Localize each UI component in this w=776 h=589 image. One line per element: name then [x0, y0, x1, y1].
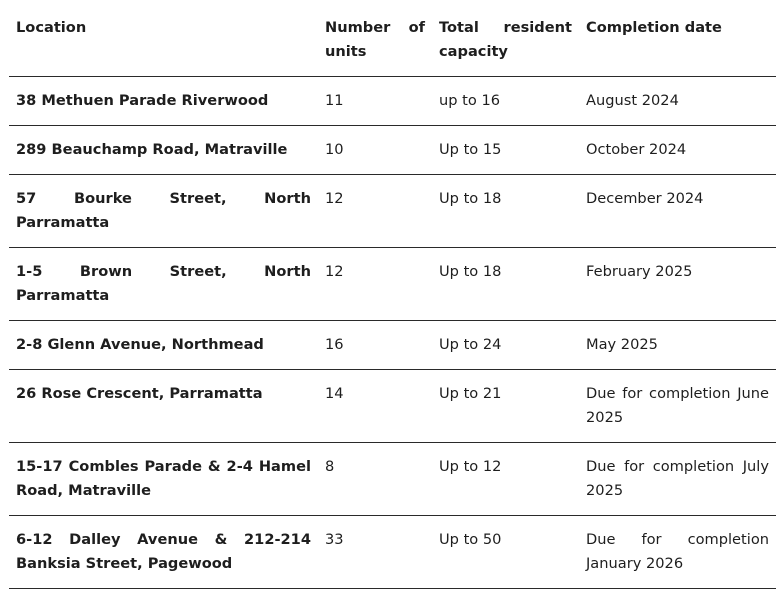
cell-capacity: Up to 12: [432, 443, 579, 516]
cell-units: 11: [318, 77, 432, 126]
cell-capacity: Up to 24: [432, 321, 579, 370]
cell-completion: Due for completion January 2026: [579, 516, 776, 589]
cell-location: 289 Beauchamp Road, Matraville: [9, 126, 318, 175]
cell-units: 14: [318, 370, 432, 443]
header-location: Location: [9, 0, 318, 77]
cell-capacity: Up to 18: [432, 175, 579, 248]
cell-location: 2-8 Glenn Avenue, Northmead: [9, 321, 318, 370]
cell-units: 12: [318, 175, 432, 248]
cell-capacity: Up to 15: [432, 126, 579, 175]
header-completion: Completion date: [579, 0, 776, 77]
cell-completion: Due for completion June 2025: [579, 370, 776, 443]
table-row: [9, 175, 776, 248]
cell-capacity: Up to 18: [432, 248, 579, 321]
table-row: [9, 126, 776, 175]
cell-units: 10: [318, 126, 432, 175]
cell-completion: December 2024: [579, 175, 776, 248]
table-row: [9, 321, 776, 370]
cell-capacity: Up to 21: [432, 370, 579, 443]
cell-completion: October 2024: [579, 126, 776, 175]
cell-location: 6-12 Dalley Avenue & 212-214 Banksia Street, Pagewood: [9, 516, 318, 589]
cell-completion: February 2025: [579, 248, 776, 321]
cell-location: 26 Rose Crescent, Parramatta: [9, 370, 318, 443]
header-capacity: Total resident capacity: [432, 0, 579, 77]
cell-location: 57 Bourke Street, North Parramatta: [9, 175, 318, 248]
table-row: [9, 443, 776, 516]
cell-units: 33: [318, 516, 432, 589]
cell-capacity: Up to 50: [432, 516, 579, 589]
cell-capacity: up to 16: [432, 77, 579, 126]
housing-table: [9, 0, 776, 589]
table-row: [9, 248, 776, 321]
cell-units: 12: [318, 248, 432, 321]
cell-location: 1-5 Brown Street, North Parramatta: [9, 248, 318, 321]
table-row: [9, 516, 776, 589]
cell-location: 38 Methuen Parade Riverwood: [9, 77, 318, 126]
table-row: [9, 370, 776, 443]
cell-completion: August 2024: [579, 77, 776, 126]
cell-completion: May 2025: [579, 321, 776, 370]
cell-completion: Due for completion July 2025: [579, 443, 776, 516]
table-header-row: [9, 0, 776, 77]
cell-units: 16: [318, 321, 432, 370]
table-row: [9, 77, 776, 126]
cell-location: 15-17 Combles Parade & 2-4 Hamel Road, Matraville: [9, 443, 318, 516]
cell-units: 8: [318, 443, 432, 516]
header-units: Number of units: [318, 0, 432, 77]
